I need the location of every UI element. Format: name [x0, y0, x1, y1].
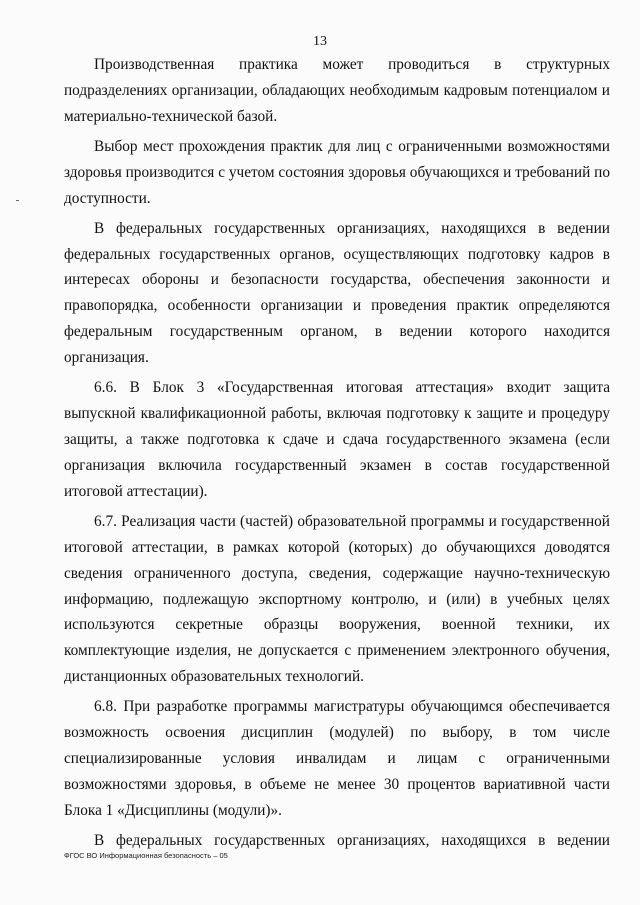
- paragraph-continued: В федеральных государственных организациях, находящихся в ведении: [94, 831, 610, 849]
- page-footer: ФГОС ВО Информационная безопасность – 05: [64, 851, 228, 860]
- paragraph-6-8: 6.8. При разработке программы магистратуры обучающимся обеспечивается возможность освоения дисциплин (модулей) по выбору, в том числе специализированные условия инвалидам и лицам с ограниченными возможностями здоровья, в объеме не менее 30 процентов вариативной части Блока 1 «Дисциплины (модули)».: [64, 698, 610, 819]
- paragraph-accessibility: Выбор мест прохождения практик для лиц с ограниченными возможностями здоровья производится с учетом состояния здоровья обучающихся и требований по доступности.: [64, 137, 610, 207]
- page-number: 13: [313, 34, 327, 49]
- paragraph-6-7: 6.7. Реализация части (частей) образовательной программы и государственной итоговой аттестации, в рамках которой (которых) до обучающихся доводятся сведения ограниченного доступа, сведения, содержащие научно-техническую информацию, подлежащую экспортному контролю, и (или) в учебных целях используются секретные образцы вооружения, военной техники, их комплектующие изделия, не допускается с применением электронного обучения, дистанционных образовательных технологий.: [64, 512, 610, 686]
- paragraph-practice-location: Производственная практика может проводиться в структурных подразделениях организации, обладающих необходимым кадровым потенциалом и материально-технической базой.: [64, 56, 610, 125]
- margin-mark: [16, 200, 19, 201]
- document-body: [64, 52, 610, 854]
- paragraph-6-6: 6.6. В Блок 3 «Государственная итоговая аттестация» входит защита выпускной квалификационной работы, включая подготовку к защите и процедуру защиты, а также подготовка к сдаче и сдача государственного экзамена (если организация включила государственный экзамен в состав государственной итоговой аттестации).: [64, 379, 610, 500]
- paragraph-federal-organizations: В федеральных государственных организациях, находящихся в ведении федеральных государственных органов, осуществляющих подготовку кадров в интересах обороны и безопасности государства, обеспечения законности и правопорядка, особенности организации и проведения практик определяются федеральным государственным органом, в ведении которого находится организация.: [64, 219, 610, 367]
